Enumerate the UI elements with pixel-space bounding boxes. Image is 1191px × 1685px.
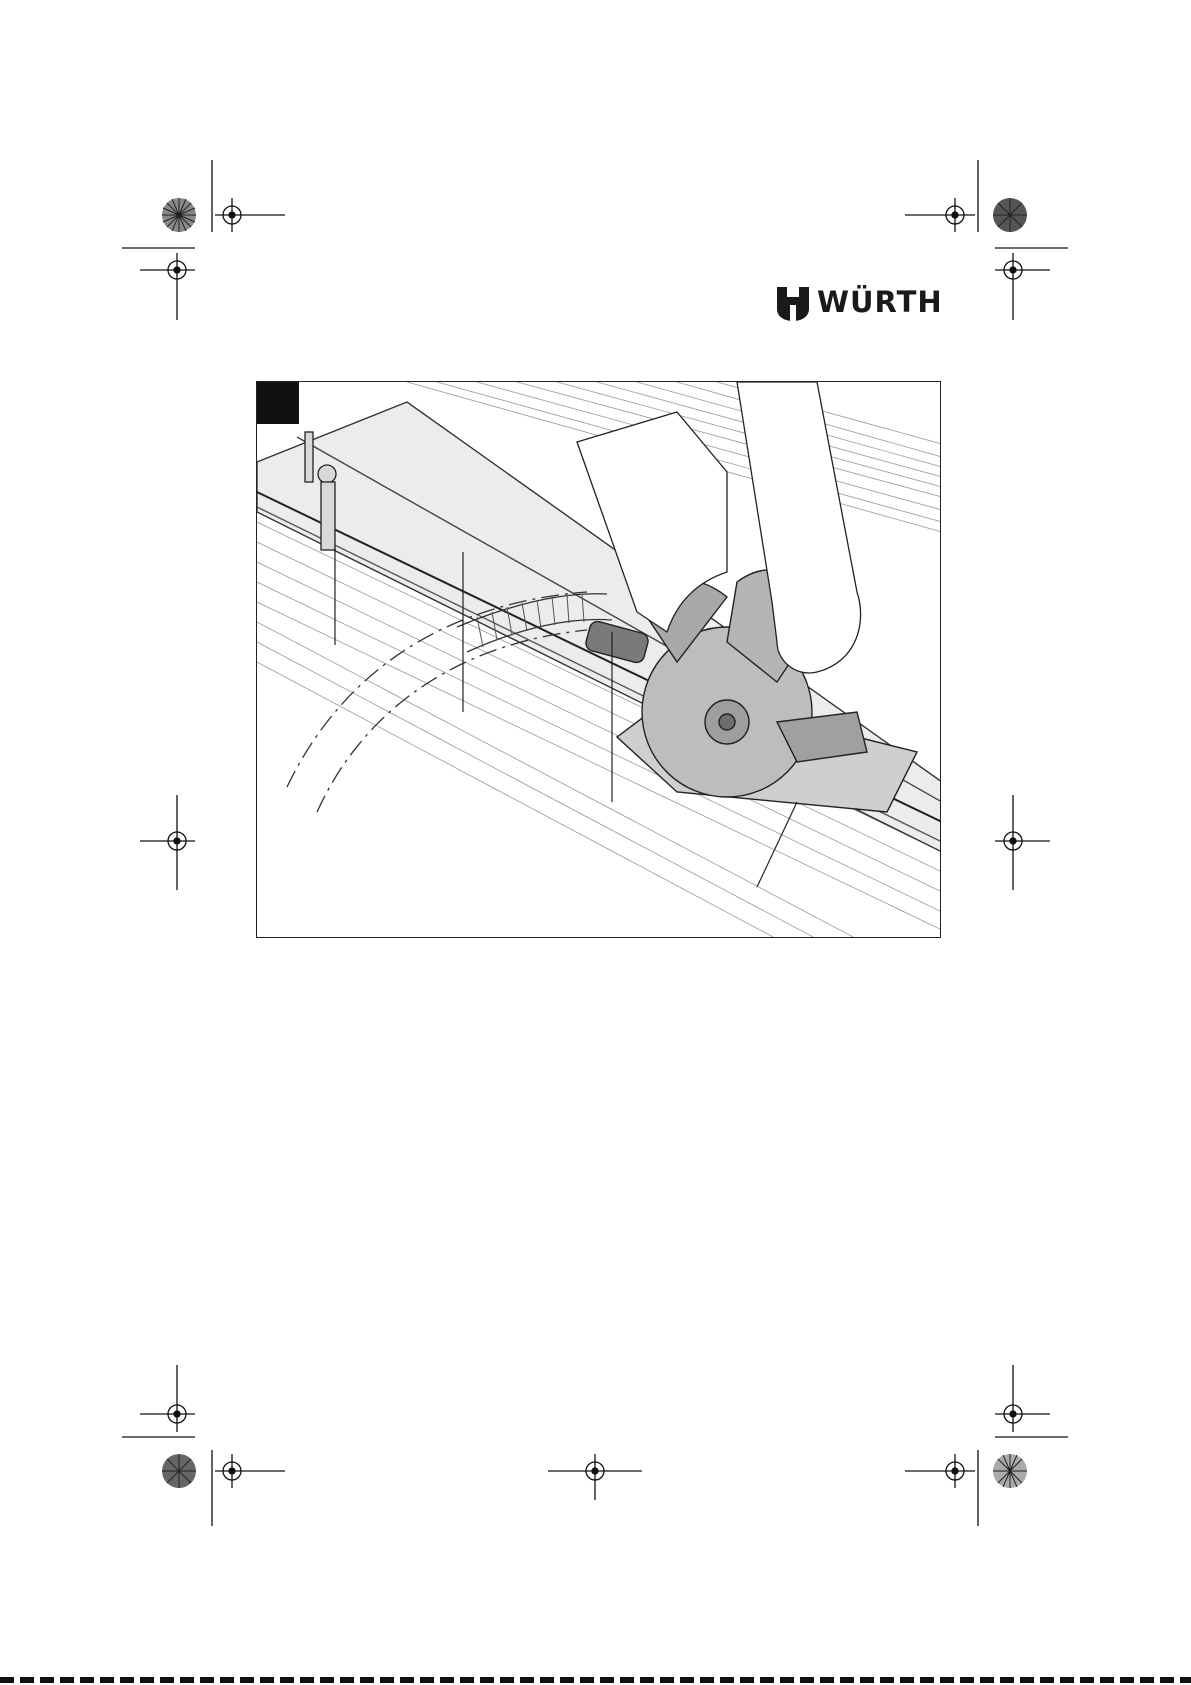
crosshair-circle-icon: [122, 1365, 195, 1437]
wurth-emblem-icon: [775, 283, 811, 323]
crosshair-circle-icon: [995, 1365, 1068, 1437]
figure-number-box: [257, 382, 299, 424]
crosshair-circle-icon: [140, 795, 195, 890]
crosshair-circle-icon: [212, 160, 285, 232]
crosshair-circle-icon: [995, 248, 1068, 320]
bottom-crop-strip: [0, 1672, 1191, 1685]
registration-marks-top: [0, 0, 1191, 340]
starburst-wheel-icon: [162, 1454, 196, 1488]
registration-marks-bottom: [0, 1360, 1191, 1540]
crosshair-circle-icon: [905, 160, 978, 232]
crosshair-circle-icon: [122, 248, 195, 320]
starburst-wheel-icon: [162, 198, 196, 232]
wurth-logo: [775, 283, 945, 323]
brand-wordmark: WÜRTH: [817, 285, 943, 319]
crosshair-circle-icon: [212, 1450, 285, 1526]
registration-marks-middle: [0, 790, 1191, 910]
starburst-wheel-icon: [993, 198, 1027, 232]
crosshair-circle-icon: [548, 1454, 642, 1500]
crosshair-circle-icon: [905, 1450, 978, 1526]
starburst-wheel-icon: [993, 1454, 1027, 1488]
crosshair-circle-icon: [995, 795, 1050, 890]
